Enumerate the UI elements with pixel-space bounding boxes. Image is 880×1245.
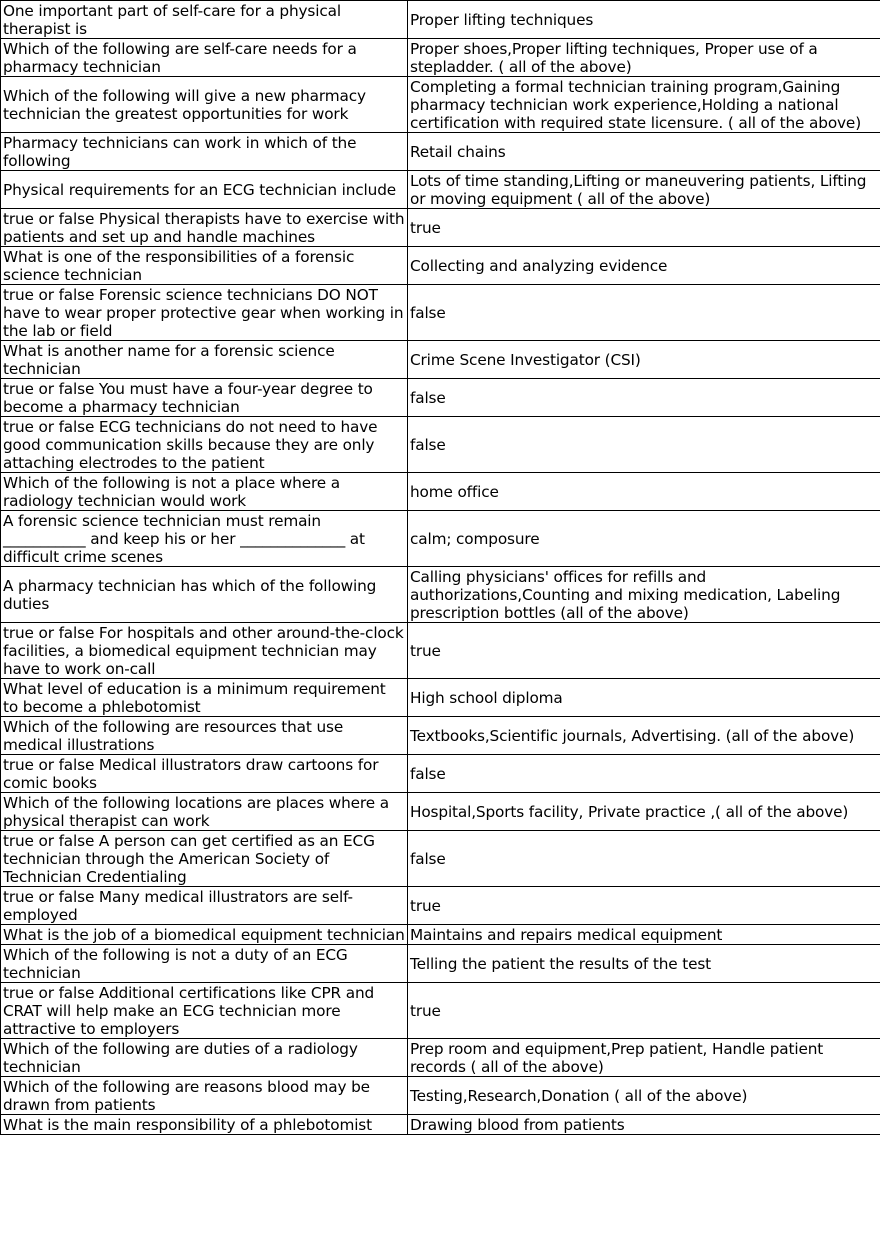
answer-cell: Proper lifting techniques	[408, 1, 880, 39]
table-row	[1, 341, 880, 379]
table-row	[1, 511, 880, 567]
question-cell: true or false ECG technicians do not need to have good communication skills because they are only attaching electrodes to the patient	[1, 417, 408, 473]
answer-cell: Hospital,Sports facility, Private practice ,( all of the above)	[408, 793, 880, 831]
table-row	[1, 831, 880, 887]
answer-cell: Completing a formal technician training program,Gaining pharmacy technician work experience,Holding a national certification with required state licensure. ( all of the above)	[408, 77, 880, 133]
answer-cell: calm; composure	[408, 511, 880, 567]
table-row	[1, 717, 880, 755]
table-row	[1, 755, 880, 793]
question-cell: Pharmacy technicians can work in which of the following	[1, 133, 408, 171]
answer-cell: Telling the patient the results of the test	[408, 945, 880, 983]
answer-cell: Collecting and analyzing evidence	[408, 247, 880, 285]
question-cell: Which of the following are resources that use medical illustrations	[1, 717, 408, 755]
question-cell: What is one of the responsibilities of a forensic science technician	[1, 247, 408, 285]
question-cell: Which of the following locations are places where a physical therapist can work	[1, 793, 408, 831]
question-cell: true or false A person can get certified as an ECG technician through the American Society of Technician Credentialing	[1, 831, 408, 887]
question-cell: true or false For hospitals and other around-the-clock facilities, a biomedical equipment technician may have to work on-call	[1, 623, 408, 679]
question-cell: true or false Medical illustrators draw cartoons for comic books	[1, 755, 408, 793]
answer-cell: Textbooks,Scientific journals, Advertising. (all of the above)	[408, 717, 880, 755]
table-row	[1, 473, 880, 511]
answer-cell: Crime Scene Investigator (CSI)	[408, 341, 880, 379]
table-row	[1, 925, 880, 945]
question-cell: true or false Physical therapists have to exercise with patients and set up and handle machines	[1, 209, 408, 247]
answer-cell: false	[408, 417, 880, 473]
question-cell: Which of the following is not a place where a radiology technician would work	[1, 473, 408, 511]
table-row	[1, 171, 880, 209]
question-cell: true or false Forensic science technicians DO NOT have to wear proper protective gear when working in the lab or field	[1, 285, 408, 341]
question-cell: Which of the following is not a duty of an ECG technician	[1, 945, 408, 983]
table-row	[1, 133, 880, 171]
answer-cell: true	[408, 623, 880, 679]
answer-cell: false	[408, 831, 880, 887]
answer-cell: true	[408, 983, 880, 1039]
answer-cell: home office	[408, 473, 880, 511]
table-row	[1, 285, 880, 341]
table-row	[1, 567, 880, 623]
answer-cell: Retail chains	[408, 133, 880, 171]
answer-cell: Maintains and repairs medical equipment	[408, 925, 880, 945]
table-row	[1, 679, 880, 717]
answer-cell: true	[408, 209, 880, 247]
answer-cell: Calling physicians' offices for refills and authorizations,Counting and mixing medication, Labeling prescription bottles (all of the above)	[408, 567, 880, 623]
table-row	[1, 887, 880, 925]
question-cell: Which of the following are self-care needs for a pharmacy technician	[1, 39, 408, 77]
table-row	[1, 983, 880, 1039]
answer-cell: true	[408, 887, 880, 925]
question-cell: true or false Additional certifications like CPR and CRAT will help make an ECG technician more attractive to employers	[1, 983, 408, 1039]
question-cell: true or false Many medical illustrators are self-employed	[1, 887, 408, 925]
question-cell: A forensic science technician must remain ___________ and keep his or her ______________ at difficult crime scenes	[1, 511, 408, 567]
table-row	[1, 623, 880, 679]
table-row	[1, 39, 880, 77]
question-cell: Which of the following will give a new pharmacy technician the greatest opportunities for work	[1, 77, 408, 133]
table-row	[1, 1115, 880, 1135]
answer-cell: false	[408, 379, 880, 417]
table-row	[1, 1039, 880, 1077]
table-row	[1, 379, 880, 417]
table-row	[1, 1, 880, 39]
answer-cell: false	[408, 285, 880, 341]
question-cell: Which of the following are reasons blood may be drawn from patients	[1, 1077, 408, 1115]
answer-cell: Proper shoes,Proper lifting techniques, Proper use of a stepladder. ( all of the above)	[408, 39, 880, 77]
table-row	[1, 945, 880, 983]
table-row	[1, 1077, 880, 1115]
table-row	[1, 247, 880, 285]
question-cell: Which of the following are duties of a radiology technician	[1, 1039, 408, 1077]
table-row	[1, 77, 880, 133]
table-row	[1, 793, 880, 831]
question-cell: A pharmacy technician has which of the following duties	[1, 567, 408, 623]
question-cell: true or false You must have a four-year degree to become a pharmacy technician	[1, 379, 408, 417]
question-cell: One important part of self-care for a physical therapist is	[1, 1, 408, 39]
answer-cell: Prep room and equipment,Prep patient, Handle patient records ( all of the above)	[408, 1039, 880, 1077]
question-cell: What is the job of a biomedical equipment technician	[1, 925, 408, 945]
answer-cell: Testing,Research,Donation ( all of the above)	[408, 1077, 880, 1115]
question-cell: Physical requirements for an ECG technician include	[1, 171, 408, 209]
answer-cell: Drawing blood from patients	[408, 1115, 880, 1135]
answer-cell: false	[408, 755, 880, 793]
table-row	[1, 209, 880, 247]
table-row	[1, 417, 880, 473]
question-cell: What level of education is a minimum requirement to become a phlebotomist	[1, 679, 408, 717]
answer-cell: Lots of time standing,Lifting or maneuvering patients, Lifting or moving equipment ( all of the above)	[408, 171, 880, 209]
qa-table-body	[1, 1, 880, 1135]
question-cell: What is another name for a forensic science technician	[1, 341, 408, 379]
question-cell: What is the main responsibility of a phlebotomist	[1, 1115, 408, 1135]
answer-cell: High school diploma	[408, 679, 880, 717]
